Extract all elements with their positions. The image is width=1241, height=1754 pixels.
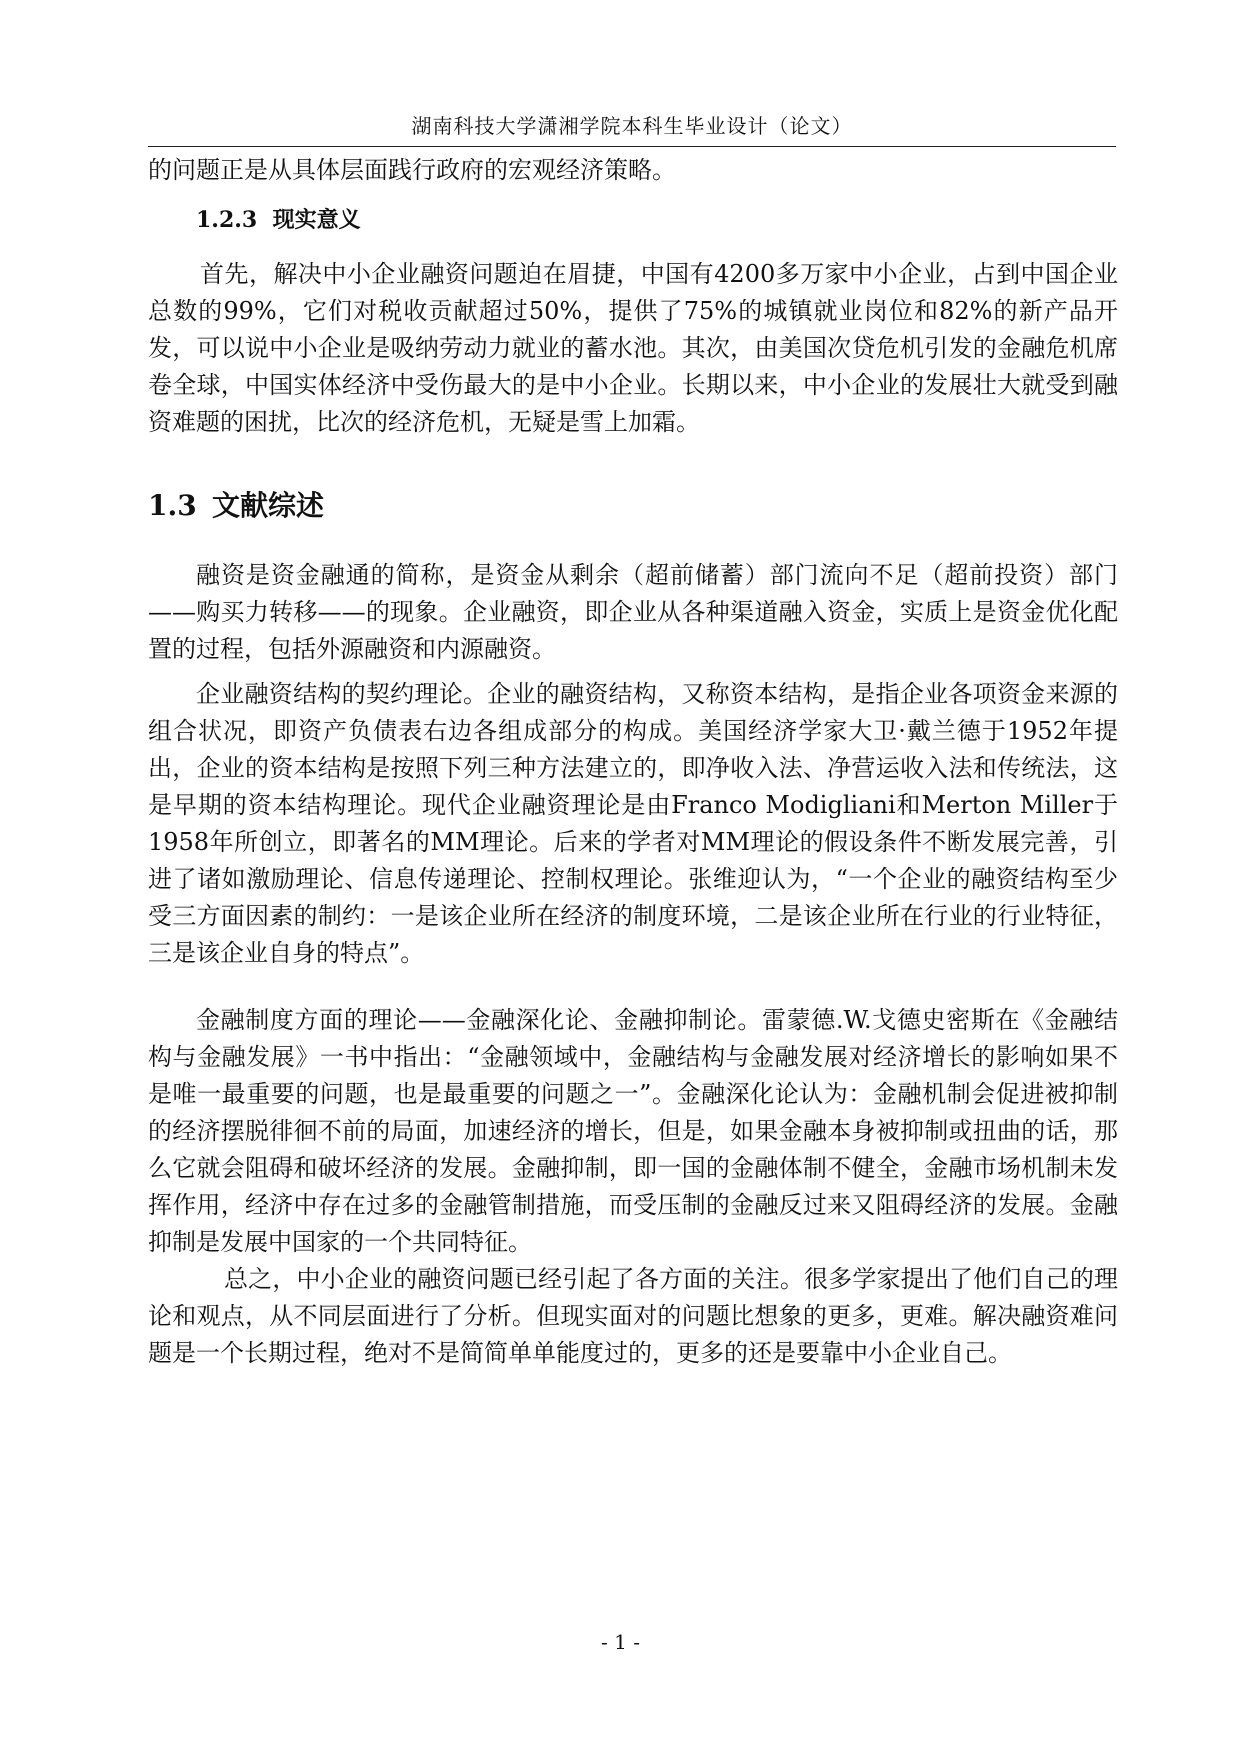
paragraph-contract-theory: 企业融资结构的契约理论。企业的融资结构，又称资本结构，是指企业各项资金来源的组合状况，即资产负债表右边各组成部分的构成。美国经济学家大卫·戴兰德于1952年提出，企业的资本结构是按照下列三种方法建立的，即净收入法、净营运收入法和传统法，这是早期的资本结构理论。现代企业融资理论是由Franco Modigliani和Merton Miller于1958年所创立，即著名的MM理论。后来的学者对MM理论的假设条件不断发展完善，引进了诸如激励理论、信息传递理论、控制权理论。张维迎认为，“一个企业的融资结构至少受三方面因素的制约：一是该企业所在经济的制度环境，二是该企业所在行业的行业特征，三是该企业自身的特点”。 <box>148 680 1118 967</box>
subsection-title: 现实意义 <box>272 207 361 233</box>
header-rule <box>148 146 1116 147</box>
page-number: - 1 - <box>601 1630 640 1654</box>
running-header: 湖南科技大学潇湘学院本科生毕业设计（论文） <box>411 114 853 138</box>
section-heading <box>148 488 324 524</box>
section-title: 文献综述 <box>212 489 325 522</box>
paragraph-financing-definition: 融资是资金融通的简称，是资金从剩余（超前储蓄）部门流向不足（超前投资）部门——购买力转移——的现象。企业融资，即企业从各种渠道融入资金，实质上是资金优化配置的过程，包括外源融资和内源融资。 <box>148 561 1118 663</box>
subsection-number: 1.2.3 <box>196 207 258 233</box>
paragraph-financial-institution-theory: 金融制度方面的理论——金融深化论、金融抑制论。雷蒙德.W.戈德史密斯在《金融结构与金融发展》一书中指出：“金融领域中，金融结构与金融发展对经济增长的影响如果不是唯一最重要的问题，也是最重要的问题之一”。金融深化论认为：金融机制会促进被抑制的经济摆脱徘徊不前的局面，加速经济的增长，但是，如果金融本身被抑制或扭曲的话，那么它就会阻碍和破坏经济的发展。金融抑制，即一国的金融体制不健全，金融市场机制未发挥作用，经济中存在过多的金融管制措施，而受压制的金融反过来又阻碍经济的发展。金融抑制是发展中国家的一个共同特征。 <box>148 1006 1118 1256</box>
section-number: 1.3 <box>148 489 197 522</box>
continued-paragraph: 的问题正是从具体层面践行政府的宏观经济策略。 <box>148 156 676 184</box>
subsection-heading <box>196 205 361 235</box>
paragraph-summary: 总之，中小企业的融资问题已经引起了各方面的关注。很多学家提出了他们自己的理论和观点，从不同层面进行了分析。但现实面对的问题比想象的更多，更难。解决融资难问题是一个长期过程，绝对不是简简单单能度过的，更多的还是要靠中小企业自己。 <box>148 1265 1118 1367</box>
paragraph-practical-significance: 首先，解决中小企业融资问题迫在眉捷，中国有4200多万家中小企业，占到中国企业总数的99%，它们对税收贡献超过50%，提供了75%的城镇就业岗位和82%的新产品开发，可以说中小企业是吸纳劳动力就业的蓄水池。其次，由美国次贷危机引发的金融危机席卷全球，中国实体经济中受伤最大的是中小企业。长期以来，中小企业的发展壮大就受到融资难题的困扰，比次的经济危机，无疑是雪上加霜。 <box>148 260 1118 436</box>
